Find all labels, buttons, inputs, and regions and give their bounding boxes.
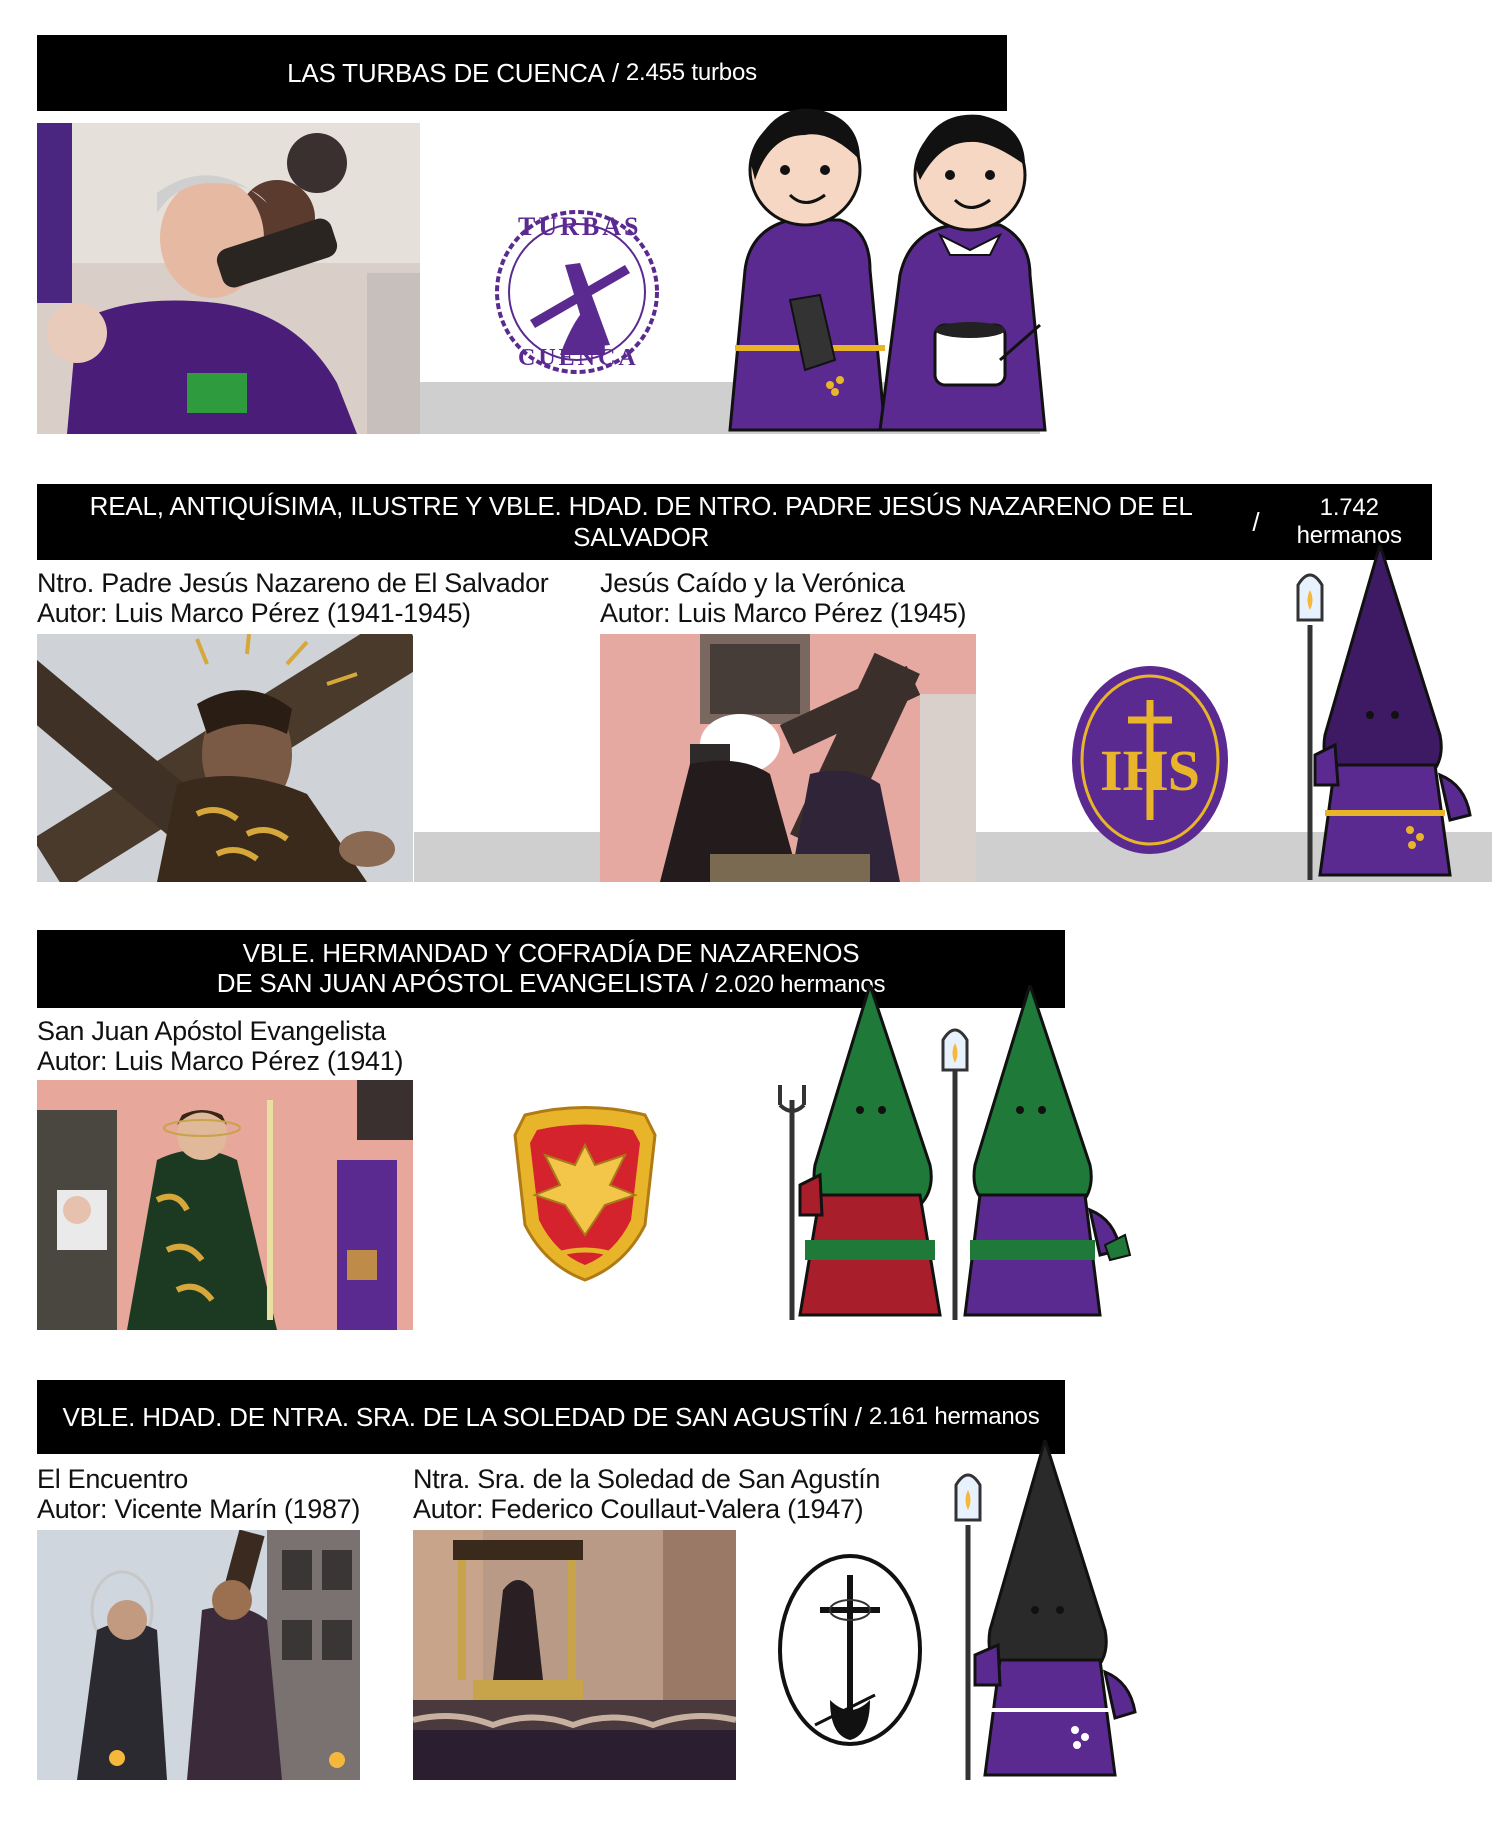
- veronica-photo: [600, 634, 976, 882]
- soledad-cross-emblem-icon: [775, 1550, 925, 1750]
- section1-title: LAS TURBAS DE CUENCA: [287, 57, 605, 88]
- turbas-badge-top-text: TURBAS: [518, 212, 642, 241]
- s2-image2-author: Autor: Luis Marco Pérez (1945): [600, 598, 967, 628]
- turbas-badge-bottom-text: CUENCA: [518, 345, 639, 371]
- nazareno-photo: [37, 634, 413, 882]
- s4-image1-name: El Encuentro: [37, 1464, 188, 1494]
- s3-caption-1: [37, 1016, 537, 1076]
- s2-caption-2: [600, 568, 1080, 628]
- s3-image1-author: Autor: Luis Marco Pérez (1941): [37, 1046, 404, 1076]
- section1-count: 2.455 turbos: [625, 59, 757, 86]
- s4-caption-1: [37, 1464, 397, 1524]
- s4-image2-author: Autor: Federico Coullaut-Valera (1947): [413, 1494, 864, 1524]
- salvador-emblem-icon: [1068, 660, 1233, 860]
- section3-title-line2: DE SAN JUAN APÓSTOL EVANGELISTA: [216, 968, 694, 998]
- section1-header: LAS TURBAS DE CUENCA / 2.455 turbos: [37, 35, 1007, 111]
- salvador-emblem: [1068, 660, 1233, 860]
- salvador-nazareno-cartoon: [1280, 545, 1480, 885]
- s4-image2-name: Ntra. Sra. de la Soledad de San Agustín: [413, 1464, 881, 1494]
- soledad-emblem: [775, 1550, 925, 1750]
- san-juan-shield: [505, 1105, 665, 1285]
- section3-header: VBLE. HERMANDAD Y COFRADÍA DE NAZARENOS DE SAN JUAN APÓSTOL EVANGELISTA / 2.020 hermanos: [37, 930, 1065, 1008]
- section4-count: 2.161 hermanos: [868, 1403, 1040, 1430]
- turbas-cartoon: [710, 100, 1070, 440]
- encuentro-photo: [37, 1530, 360, 1780]
- s2-image1-name: Ntro. Padre Jesús Nazareno de El Salvador: [37, 568, 549, 598]
- section2-title: REAL, ANTIQUÍSIMA, ILUSTRE Y VBLE. HDAD. DE NTRO. PADRE JESÚS NAZARENO DE EL SALVADOR: [89, 491, 1193, 552]
- s4-image1-author: Autor: Vicente Marín (1987): [37, 1494, 361, 1524]
- section3-title-line1: VBLE. HERMANDAD Y COFRADÍA DE NAZARENOS: [242, 938, 860, 968]
- san-juan-nazarenos-cartoon: [770, 985, 1140, 1325]
- section3-count: 2.020 hermanos: [714, 971, 886, 998]
- turbas-photo: [37, 123, 420, 434]
- s2-image2-name: Jesús Caído y la Verónica: [600, 568, 905, 598]
- section4-header: VBLE. HDAD. DE NTRA. SRA. DE LA SOLEDAD DE SAN AGUSTÍN / 2.161 hermanos: [37, 1380, 1065, 1454]
- soledad-photo: [413, 1530, 736, 1780]
- s4-caption-2: [413, 1464, 933, 1524]
- svg-text:IHS: IHS: [1100, 738, 1200, 803]
- section4-title: VBLE. HDAD. DE NTRA. SRA. DE LA SOLEDAD DE SAN AGUSTÍN: [62, 1401, 848, 1432]
- s2-caption-1: [37, 568, 597, 628]
- san-juan-photo: [37, 1080, 413, 1330]
- san-juan-shield-icon: [505, 1105, 665, 1285]
- section2-header: REAL, ANTIQUÍSIMA, ILUSTRE Y VBLE. HDAD. DE NTRO. PADRE JESÚS NAZARENO DE EL SALVADOR / 1.742 hermanos: [37, 484, 1432, 560]
- s2-image1-author: Autor: Luis Marco Pérez (1941-1945): [37, 598, 471, 628]
- s3-image1-name: San Juan Apóstol Evangelista: [37, 1016, 386, 1046]
- soledad-nazareno-cartoon: [940, 1440, 1140, 1785]
- section2-count: 1.742 hermanos: [1296, 494, 1402, 549]
